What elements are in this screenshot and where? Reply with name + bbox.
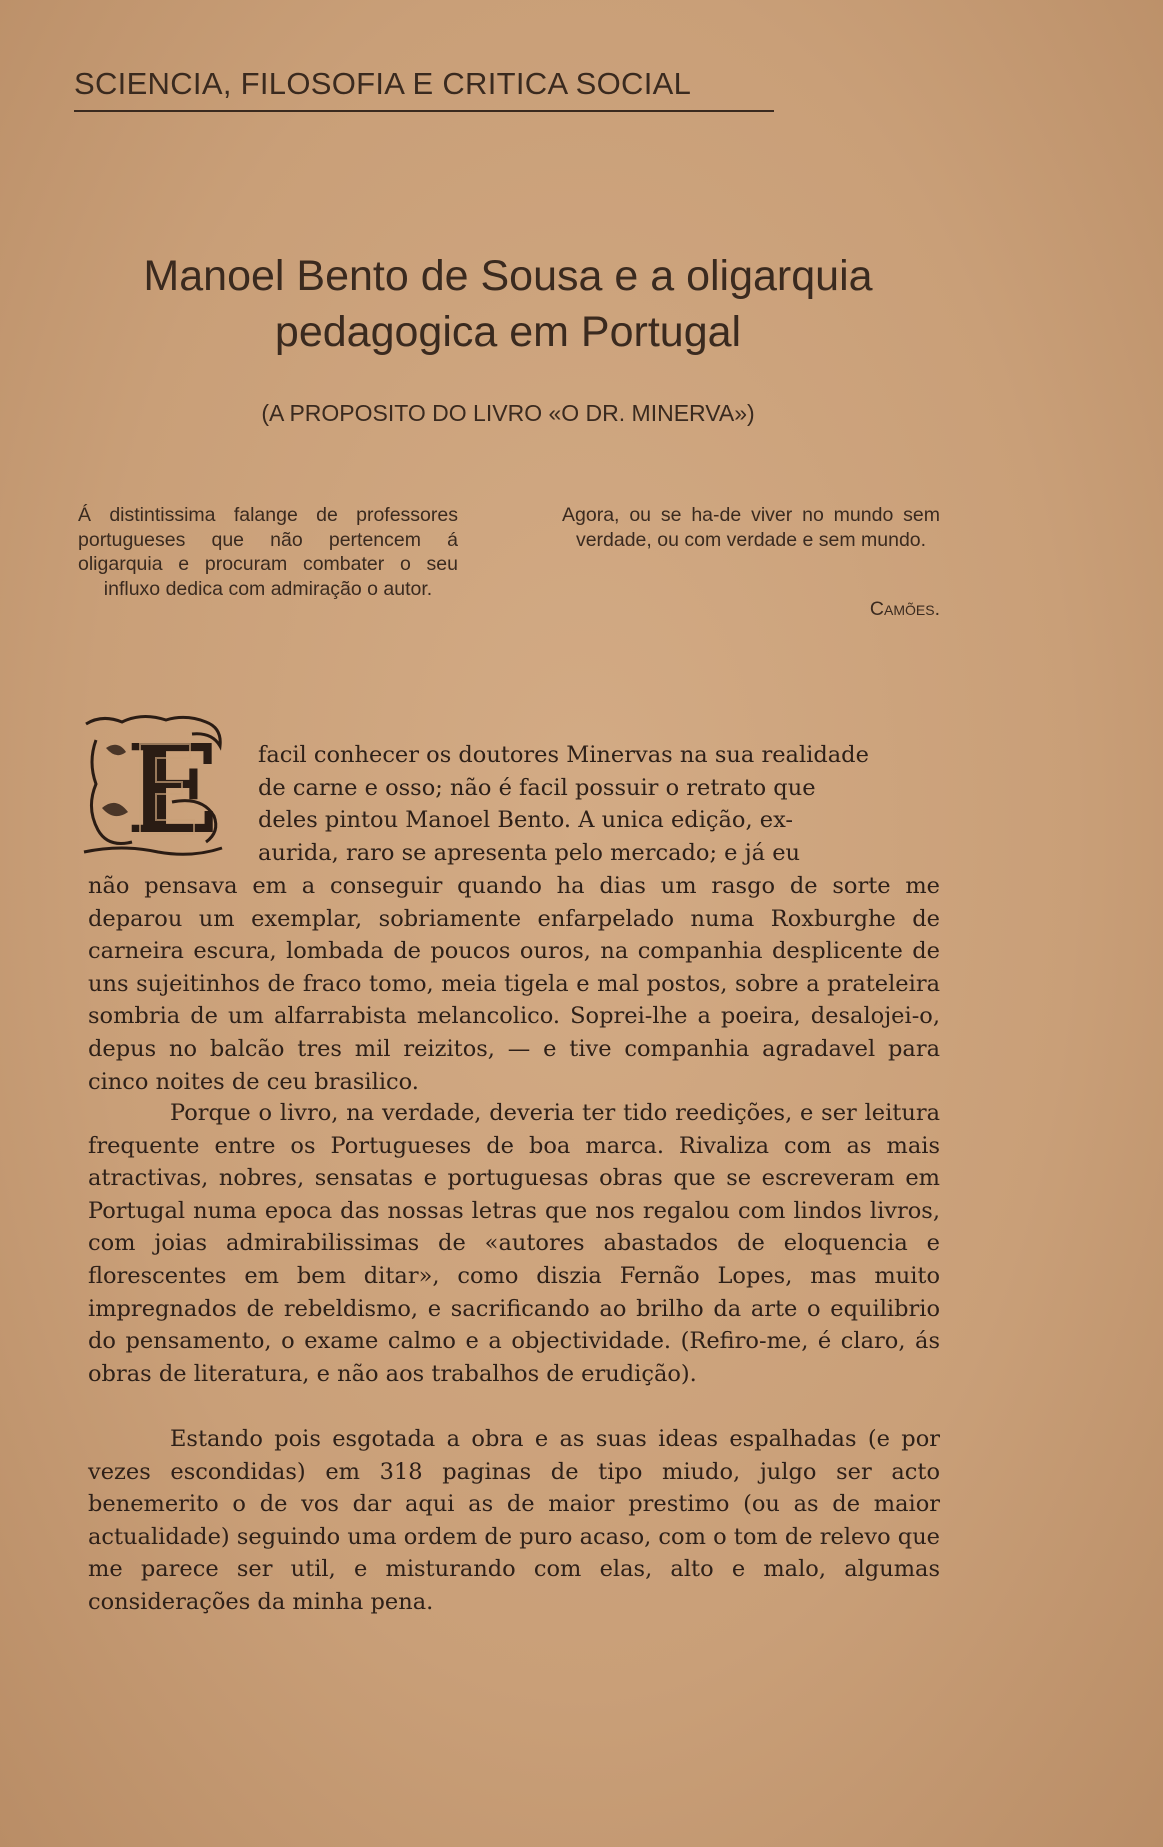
paragraph-3: Estando pois esgotada a obra e as suas ideas espalhadas (e por vezes escondidas) em 318 paginas de tipo miudo, julgo ser acto benemerito o de vos dar aqui as de maior prestimo (ou as de maior actualidade) seguindo uma ordem de puro acaso, com o tom de relevo que me parece ser util, e misturando com elas, alto e malo, algumas considerações da minha pena. — [88, 1426, 940, 1615]
decorative-initial-e — [82, 712, 228, 858]
paragraph-1-opening — [258, 739, 928, 869]
epigraph-author: Camões. — [869, 598, 940, 620]
text-line: de carne e osso; não é facil possuir o retrato que — [258, 774, 816, 801]
paragraph-2: Porque o livro, na verdade, deveria ter tido reedições, e ser leitura frequente entre os Portugueses de boa marca. Rivaliza com as mais atractivas, nobres, sensatas e portuguesas obras que se escreveram em Portugal numa epoca das nossas letras que nos regalou com lindos livros, com joias admirabilissimas de «autores abastados de eloquencia e florescentes em bem ditar», como diszia Fernão Lopes, mas muito impregnados de rebeldismo, e sacrificando ao brilho da arte o equilibrio do pensamento, o exame calmo e a objectividade. (Refiro-me, é claro, ás obras de literatura, e não aos trabalhos de erudição). — [88, 1100, 940, 1387]
article-title-line-1: Manoel Bento de Sousa e a oligarquia — [143, 252, 873, 300]
text-line: aurida, raro se apresenta pelo mercado; e já eu — [258, 839, 800, 866]
paragraph-1-continued: não pensava em a conseguir quando ha dias um rasgo de sorte me deparou um exemplar, sobriamente enfarpelado numa Roxburghe de carneira escura, lombada de poucos ouros, na companhia desplicente de uns sujeitinhos de fraco tomo, meia tigela e mal postos, sobre a prateleira sombria de um alfarrabista melancolico. Soprei-lhe a poeira, desalojei-o, depus no balcão tres mil reizitos, — e tive companhia agradavel para cinco noites de ceu brasilico. — [88, 873, 940, 1095]
article-title — [0, 248, 1016, 360]
epigraph: Agora, ou se ha-de viver no mundo sem verdade, ou com verdade e sem mundo. — [562, 504, 940, 551]
header-rule — [74, 110, 774, 112]
section-header: SCIENCIA, FILOSOFIA E CRITICA SOCIAL — [74, 66, 692, 101]
article-subtitle: (A PROPOSITO DO LIVRO «O DR. MINERVA») — [261, 400, 755, 426]
text-line: deles pintou Manoel Bento. A unica edição, ex- — [258, 807, 793, 834]
dedication: Á distintissima falange de professores portugueses que não pertencem á oligarquia e procuram combater o seu influxo dedica com admiração o autor. — [78, 504, 458, 600]
svg-text:E: E — [126, 717, 219, 858]
text-line: facil conhecer os doutores Minervas na sua realidade — [258, 742, 869, 768]
article-title-line-2: pedagogica em Portugal — [274, 308, 742, 356]
